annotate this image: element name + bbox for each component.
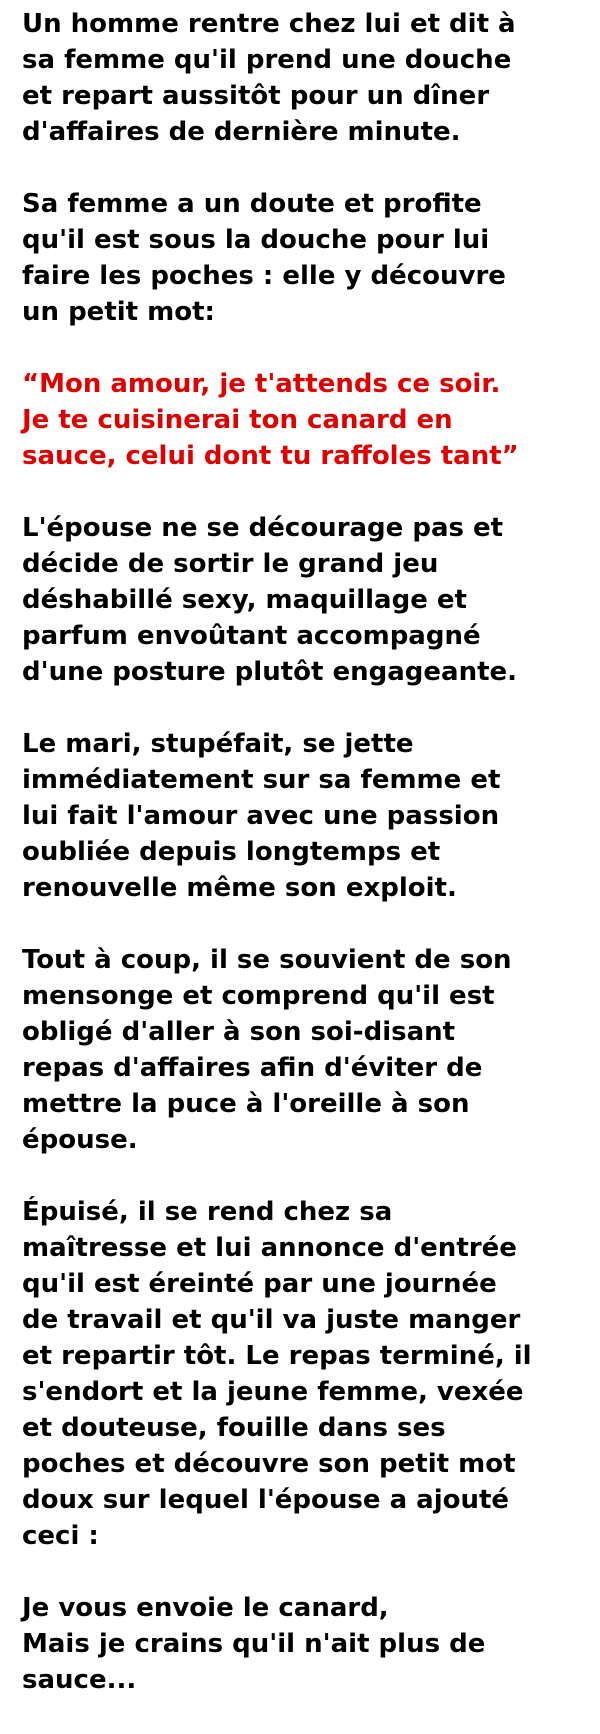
- paragraph-love-note-quote: “Mon amour, je t'attends ce soir. Je te cuisinerai ton canard en sauce, celui dont tu raffoles tant”: [22, 369, 519, 471]
- paragraph-wife-doubt: Sa femme a un doute et profite qu'il est sous la douche pour lui faire les poches : elle y découvre un petit mot:: [22, 189, 506, 327]
- paragraph-husband-reaction: Le mari, stupéfait, se jette immédiatement sur sa femme et lui fait l'amour avec une passion oubliée depuis longtemps et renouvelle même son exploit.: [22, 729, 501, 903]
- paragraph-intro: Un homme rentre chez lui et dit à sa femme qu'il prend une douche et repart aussitôt pour un dîner d'affaires de dernière minute.: [22, 9, 516, 147]
- paragraph-wife-seduction: L'épouse ne se décourage pas et décide de sortir le grand jeu déshabillé sexy, maquillage et parfum envoûtant accompagné d'une posture plutôt engageante.: [22, 513, 518, 687]
- paragraph-mistress-visit: Épuisé, il se rend chez sa maîtresse et lui annonce d'entrée qu'il est éreinté par une journée de travail et qu'il va juste manger et repartir tôt. Le repas terminé, il s'endort et la jeune femme, vexée et douteuse, fouille dans ses poches et découvre son petit mot doux sur lequel l'épouse a ajouté ceci :: [22, 1197, 532, 1551]
- paragraph-punchline: Je vous envoie le canard, Mais je crains qu'il n'ait plus de sauce...: [22, 1593, 486, 1695]
- paragraph-husband-remembers: Tout à coup, il se souvient de son mensonge et comprend qu'il est obligé d'aller à son soi-disant repas d'affaires afin d'éviter de mettre la puce à l'oreille à son épouse.: [22, 945, 512, 1155]
- joke-story: [22, 6, 592, 1734]
